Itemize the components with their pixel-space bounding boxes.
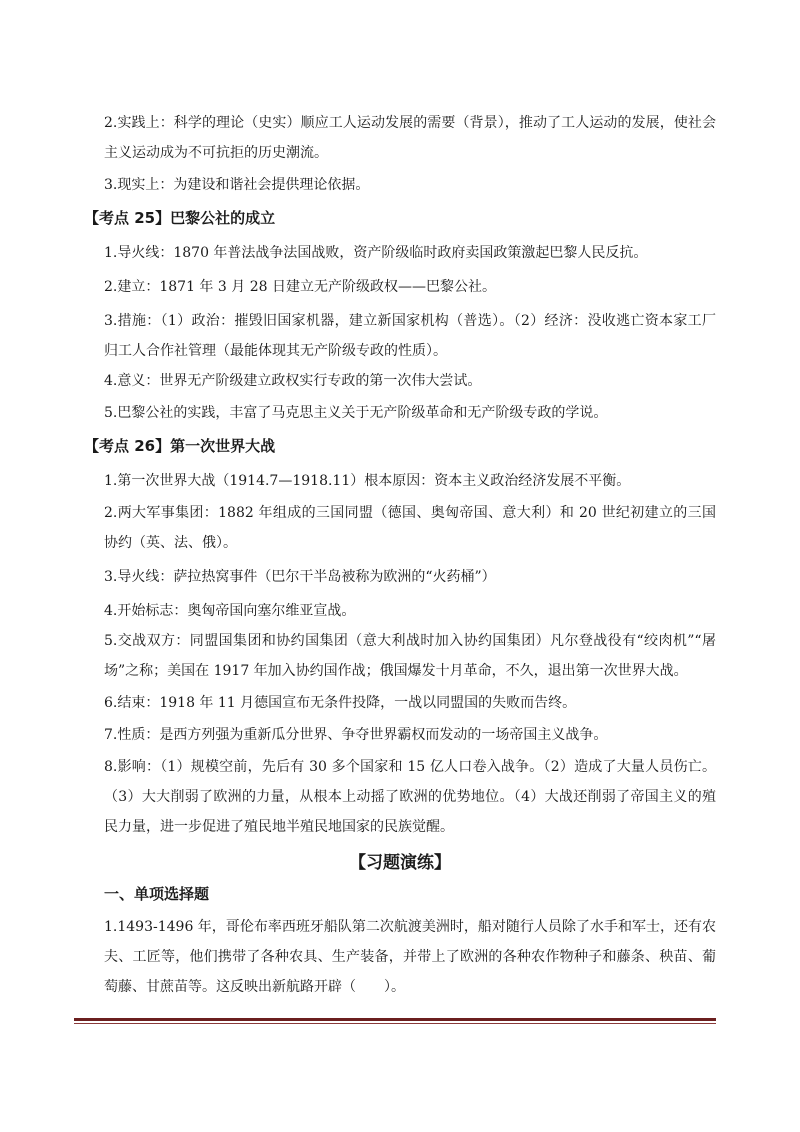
footer-rule-thick — [74, 1018, 716, 1021]
paragraph-military-blocs: 2.两大军事集团：1882 年组成的三国同盟（德国、奥匈帝国、意大利）和 20 世纪初建立的三国协约（英、法、俄）。 — [104, 505, 716, 551]
paragraph-ww1-trigger: 3.导火线：萨拉热窝事件（巴尔干半岛被称为欧洲的“火药桶”） — [104, 569, 496, 585]
paragraph-practice-commune: 5.巴黎公社的实践，丰富了马克思主义关于无产阶级革命和无产阶级专政的学说。 — [104, 405, 608, 421]
paragraph-ww1-nature: 7.性质：是西方列强为重新瓜分世界、争夺世界霸权而发动的一场帝国主义战争。 — [104, 727, 608, 743]
exercise-title: 【习题演练】 — [349, 853, 451, 873]
paragraph-ww1-start: 4.开始标志：奥匈帝国向塞尔维亚宣战。 — [104, 603, 356, 619]
paragraph-trigger-1870: 1.导火线：1870 年普法战争法国战败，资产阶级临时政府卖国政策激起巴黎人民反抗。 — [104, 245, 648, 261]
paragraph-measures: 3.措施：（1）政治：摧毁旧国家机器，建立新国家机构（普选）。（2）经济：没收逃亡资本家工厂归工人合作社管理（最能体现其无产阶级专政的性质）。 — [104, 313, 716, 359]
paragraph-significance: 4.意义：世界无产阶级建立政权实行专政的第一次伟大尝试。 — [104, 373, 482, 389]
paragraph-reality: 3.现实上：为建设和谐社会提供理论依据。 — [104, 177, 370, 193]
paragraph-belligerents: 5.交战双方：同盟国集团和协约国集团（意大利战时加入协约国集团）凡尔登战役有“绞肉机”“屠场”之称；美国在 1917 年加入协约国作战；俄国爆发十月革命，不久，退出第一次世界大战。 — [104, 633, 716, 679]
paragraph-establish-1871: 2.建立：1871 年 3 月 28 日建立无产阶级政权——巴黎公社。 — [104, 279, 496, 295]
heading-point-26: 【考点 26】第一次世界大战 — [84, 437, 276, 455]
paragraph-ww1-end: 6.结束：1918 年 11 月德国宣布无条件投降，一战以同盟国的失败而告终。 — [104, 695, 577, 711]
paragraph-practice: 2.实践上：科学的理论（史实）顺应工人运动发展的需要（背景），推动了工人运动的发展，使社会主义运动成为不可抗拒的历史潮流。 — [104, 115, 716, 161]
paragraph-ww1-impact: 8.影响：（1）规模空前，先后有 30 多个国家和 15 亿人口卷入战争。（2）造成了大量人员伤亡。（3）大大削弱了欧洲的力量，从根本上动摇了欧洲的优势地位。（4）大战还削弱了帝国主义的殖民力量，进一步促进了殖民地半殖民地国家的民族觉醒。 — [104, 759, 716, 835]
footer-rule-thin — [74, 1023, 716, 1024]
heading-point-25: 【考点 25】巴黎公社的成立 — [84, 209, 276, 227]
question-1: 1.1493-1496 年，哥伦布率西班牙船队第二次航渡美洲时，船对随行人员除了水手和军士，还有农夫、工匠等，他们携带了各种农具、生产装备，并带上了欧洲的各种农作物种子和藤条、秧苗、葡萄藤、甘蔗苗等。这反映出新航路开辟（ ）。 — [104, 919, 716, 995]
section-single-choice: 一、单项选择题 — [104, 885, 210, 903]
paragraph-ww1-root-cause: 1.第一次世界大战（1914.7—1918.11）根本原因：资本主义政治经济发展不平衡。 — [104, 473, 631, 489]
